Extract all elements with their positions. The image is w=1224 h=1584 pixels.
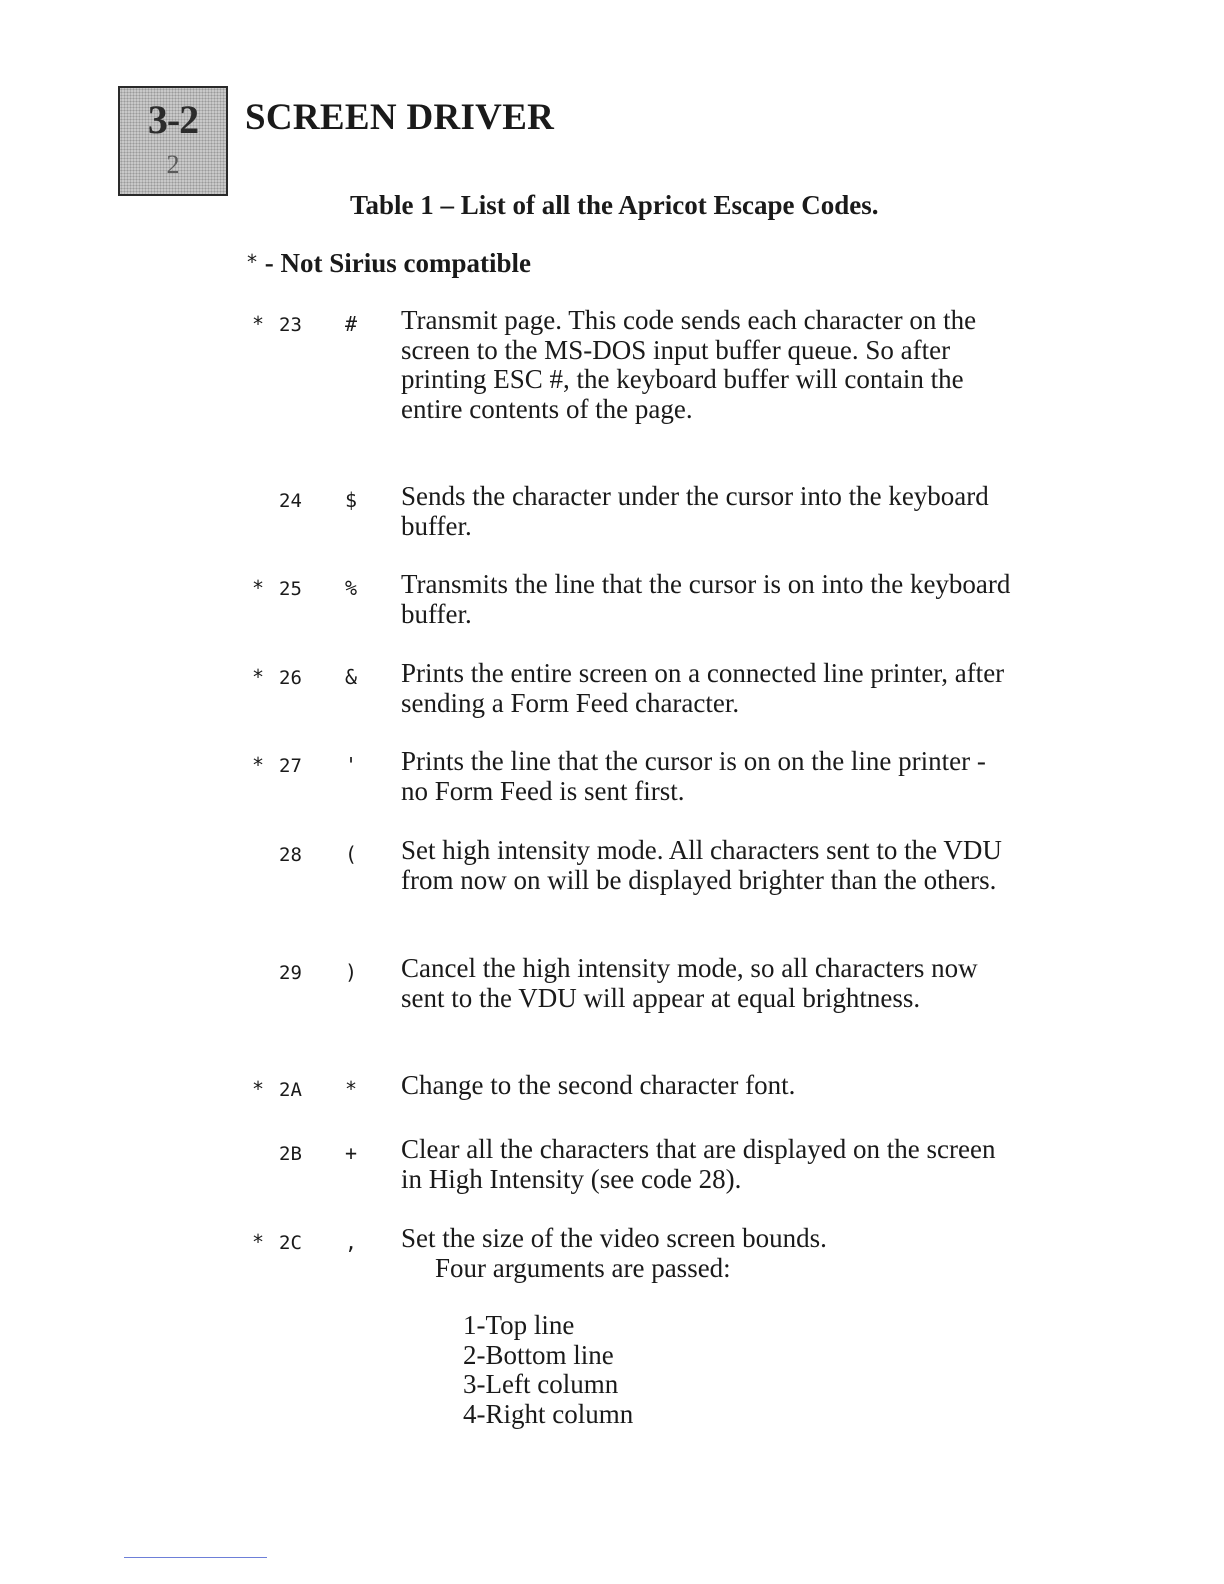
argument-item: 3-Left column (463, 1369, 619, 1399)
section-number: 3-2 (147, 97, 199, 142)
code-row-2C (246, 1224, 1016, 1429)
code-description: Transmit page. This code sends each character on the screen to the MS-DOS input buffer queue. So after printing ESC #, the keyboard buffer will contain the entire contents of the page. (401, 305, 977, 424)
section-tab (118, 86, 228, 196)
code-description: Prints the line that the cursor is on on the line printer - no Form Feed is sent first. (401, 746, 986, 806)
code-description: Cancel the high intensity mode, so all characters now sent to the VDU will appear at equal brightness. (401, 953, 978, 1013)
code-row-29 (246, 954, 1016, 1071)
code-description: Clear all the characters that are displayed on the screen in High Intensity (see code 28). (401, 1134, 996, 1194)
code-char: & (344, 665, 358, 689)
incompatible-mark: * (252, 312, 265, 336)
code-row-2B (246, 1135, 1016, 1224)
code-row-27 (246, 747, 1016, 836)
code-hex: 27 (279, 755, 302, 777)
argument-item: 2-Bottom line (463, 1339, 614, 1370)
code-description (401, 1224, 1016, 1429)
code-hex: 2B (279, 1143, 302, 1165)
code-description: Prints the entire screen on a connected line printer, after sending a Form Feed character. (401, 658, 1005, 718)
code-hex: 26 (279, 667, 302, 689)
code-char: + (344, 1141, 358, 1165)
code-row-25 (246, 570, 1016, 659)
incompatible-mark: * (252, 576, 265, 600)
code-row-28 (246, 836, 1016, 954)
incompatible-mark: * (252, 1077, 265, 1101)
code-char: * (344, 1077, 358, 1101)
code-row-2A (246, 1071, 1016, 1135)
code-description: Transmits the line that the cursor is on into the keyboard buffer. (401, 569, 1011, 629)
code-row-23 (246, 306, 1016, 482)
code-hex: 2A (279, 1079, 302, 1101)
compatibility-legend (246, 248, 531, 279)
code-char: , (344, 1230, 358, 1254)
code-char: ) (344, 960, 358, 984)
code-char: # (344, 312, 358, 336)
code-description: Sends the character under the cursor into the keyboard buffer. (401, 481, 989, 541)
code-description-text: Set the size of the video screen bounds. (401, 1223, 827, 1253)
code-hex: 28 (279, 844, 302, 866)
page-title: SCREEN DRIVER (245, 97, 555, 138)
code-char: $ (344, 488, 358, 512)
code-hex: 25 (279, 578, 302, 600)
code-row-24 (246, 482, 1016, 570)
escape-code-table (246, 306, 1016, 1429)
incompatible-mark: * (252, 665, 265, 689)
incompatible-mark: * (252, 753, 265, 777)
code-description: Set high intensity mode. All characters sent to the VDU from now on will be displayed brighter than the others. (401, 835, 1002, 895)
code-row-26 (246, 659, 1016, 747)
code-description: Change to the second character font. (401, 1070, 796, 1100)
code-hex: 23 (279, 314, 302, 336)
code-hex: 24 (279, 490, 302, 512)
section-page-number: 2 (166, 150, 180, 179)
arguments-list (463, 1311, 1016, 1429)
code-char: ' (344, 753, 358, 777)
code-char: % (344, 576, 358, 600)
table-caption: Table 1 – List of all the Apricot Escape Codes. (350, 190, 879, 220)
legend-symbol: * (246, 250, 259, 274)
code-hex: 2C (279, 1232, 302, 1254)
code-hex: 29 (279, 962, 302, 984)
argument-item: 4-Right column (463, 1398, 634, 1429)
code-char: ( (344, 842, 358, 866)
legend-text: - Not Sirius compatible (258, 248, 532, 278)
footer-divider (124, 1557, 267, 1558)
arguments-intro: Four arguments are passed: (435, 1252, 731, 1283)
argument-item: 1-Top line (463, 1310, 575, 1340)
incompatible-mark: * (252, 1230, 265, 1254)
